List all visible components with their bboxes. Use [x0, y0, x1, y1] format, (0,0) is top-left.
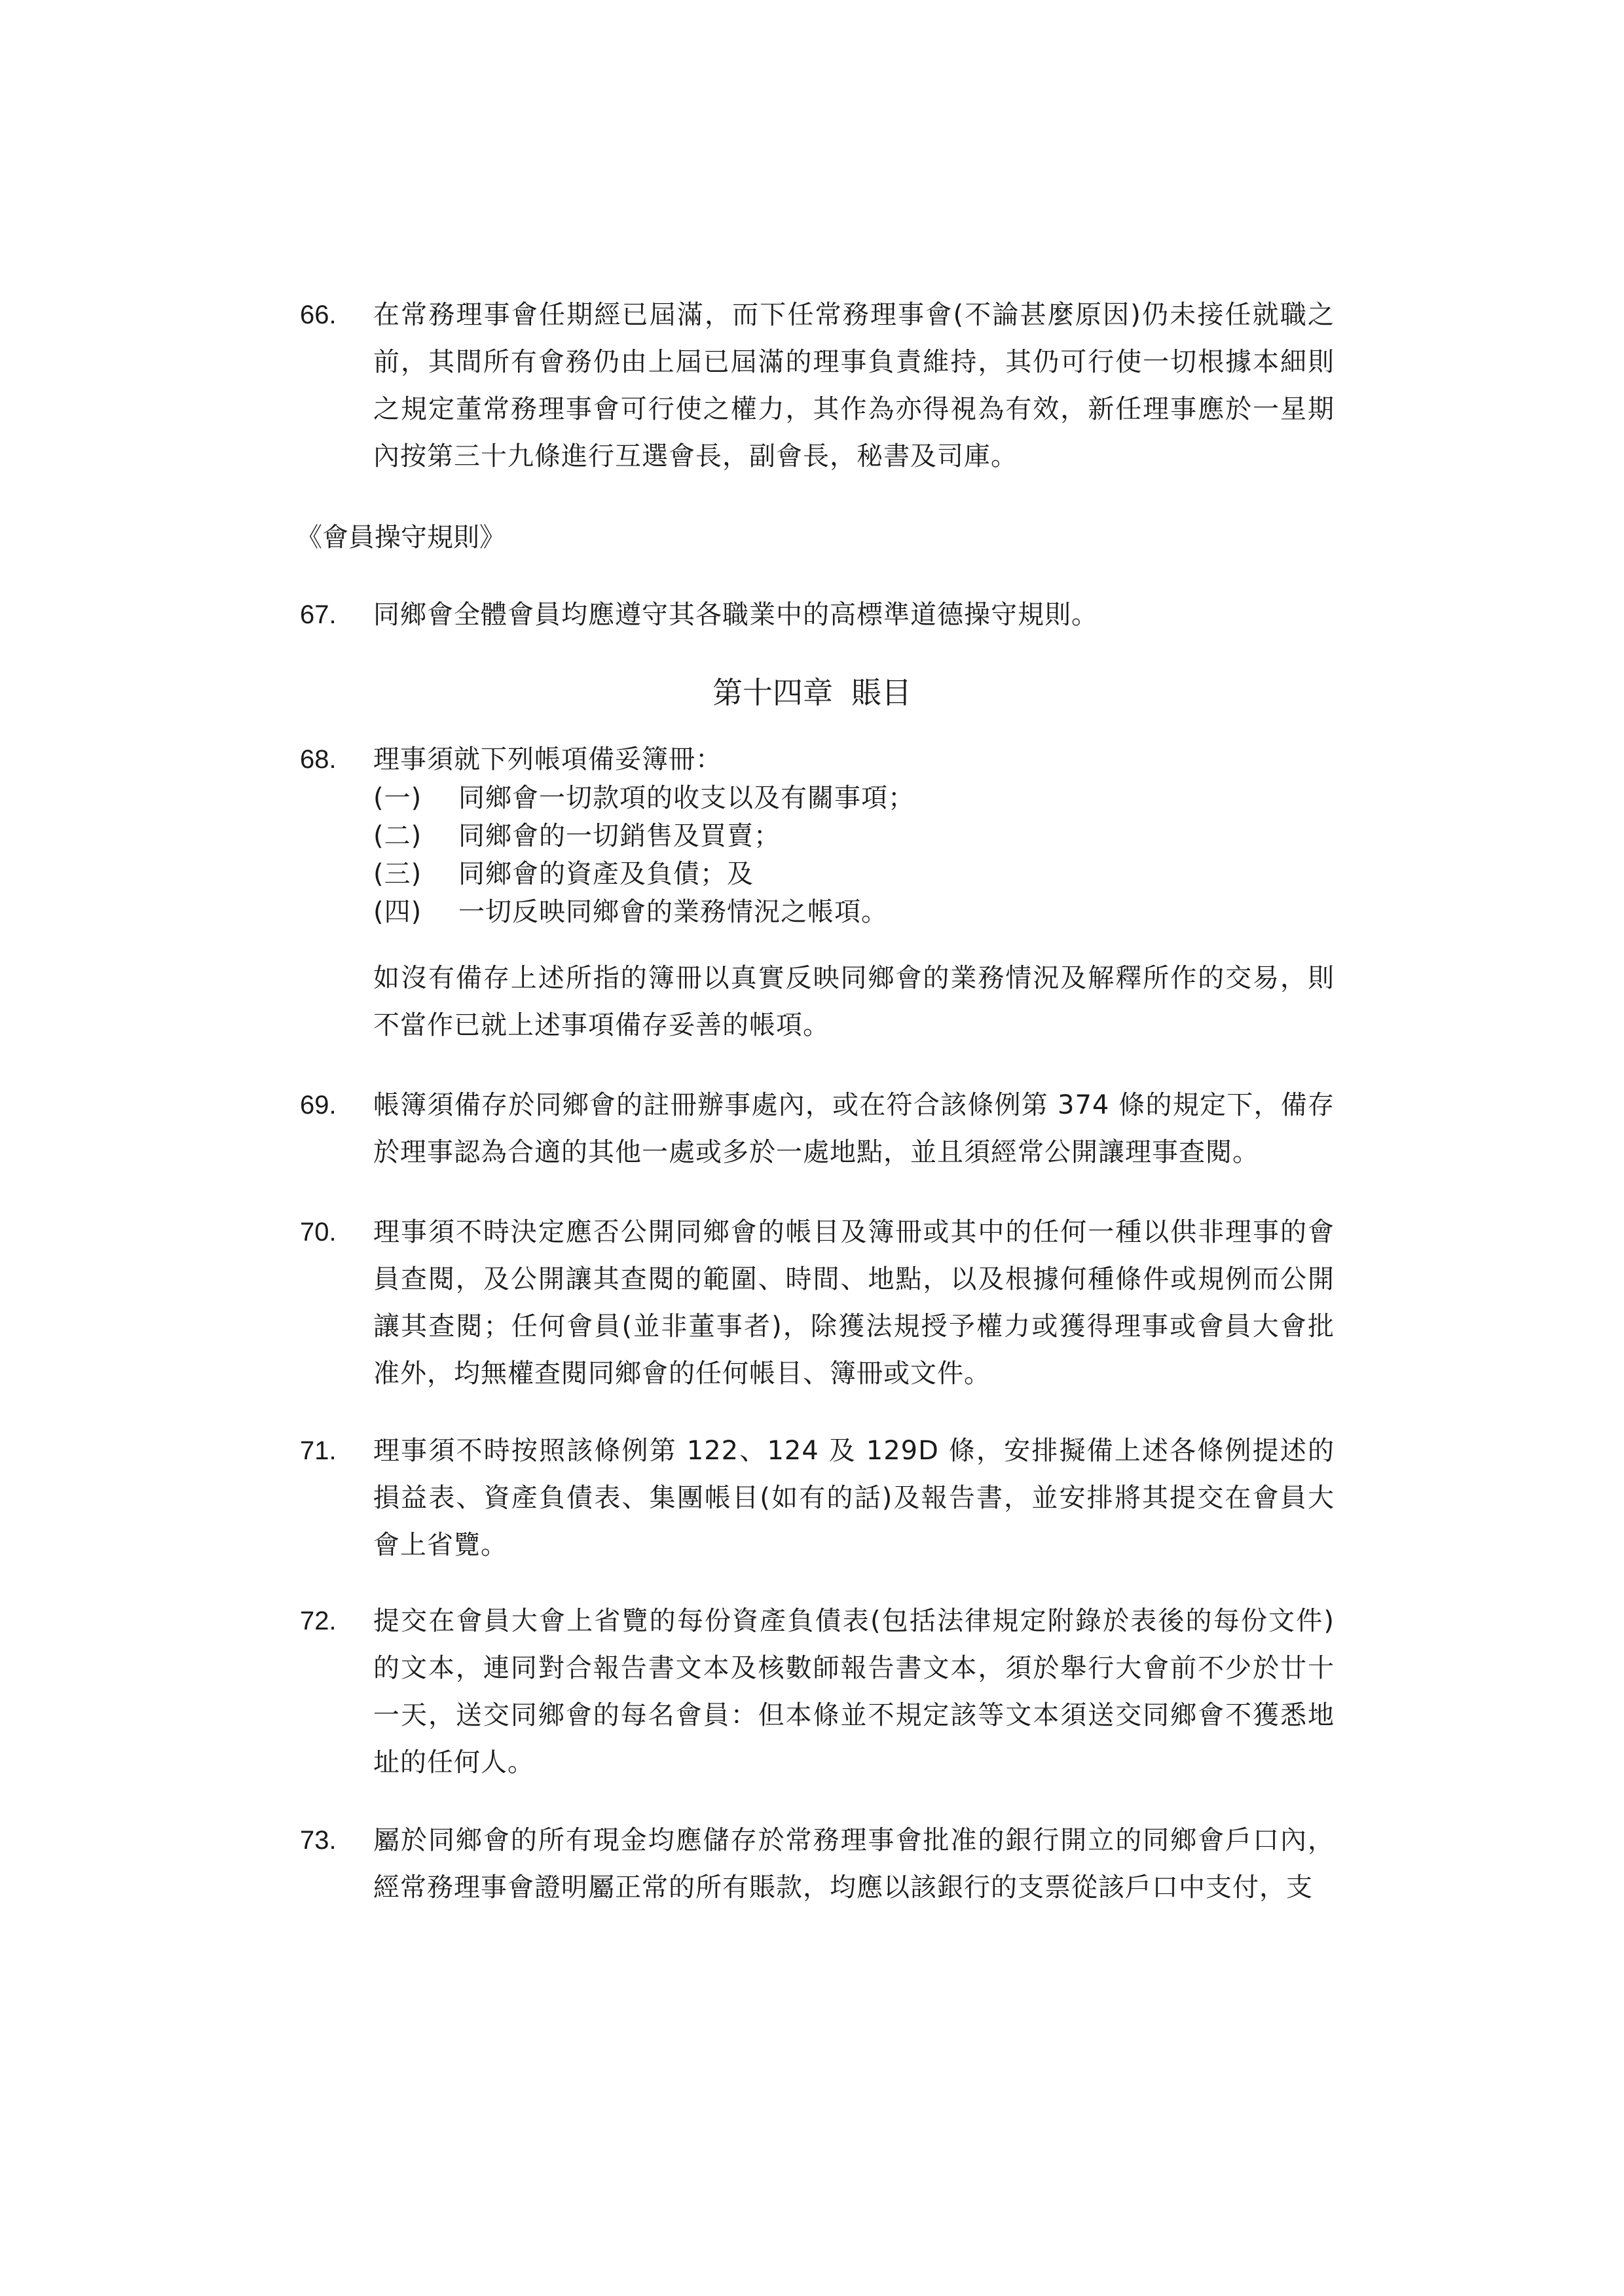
subitem-text: 一切反映同鄉會的業務情況之帳項。 — [458, 897, 888, 927]
subitem-list — [373, 779, 1335, 931]
subitem-label: (三) — [373, 859, 422, 889]
clause-text: 理事須不時決定應否公開同鄉會的帳目及簿冊或其中的任何一種以供非理事的會員查閱，及公開讓其查閱的範圍、時間、地點，以及根據何種條件或規例而公開讓其查閱；任何會員(並非董事者)，除獲法規授予權力或獲得理事或會員大會批准外，均無權查閱同鄉會的任何帳目、簿冊或文件。 — [373, 1217, 1335, 1389]
subitem — [373, 779, 1335, 817]
clause-number: 72. — [300, 1607, 337, 1635]
clause-number: 71. — [300, 1436, 337, 1465]
clause-67 — [300, 591, 1335, 638]
clause-text: 同鄉會全體會員均應遵守其各職業中的高標準道德操守規則。 — [373, 600, 1098, 630]
subitem-text: 同鄉會的資產及負債；及 — [458, 859, 754, 889]
clause-number: 66. — [300, 301, 337, 329]
clause-text: 在常務理事會任期經已屆滿，而下任常務理事會(不論甚麼原因)仍未接任就職之前，其間所有會務仍由上屆已屆滿的理事負責維持，其仍可行使一切根據本細則之規定董常務理事會可行使之權力，其作為亦得視為有效，新任理事應於一星期內按第三十九條進行互選會長，副會長，秘書及司庫。 — [373, 300, 1335, 471]
clause-69 — [300, 1082, 1335, 1176]
clause-text: 帳簿須備存於同鄉會的註冊辦事處內，或在符合該條例第 374 條的規定下，備存於理事認為合適的其他一處或多於一處地點，並且須經常公開讓理事查閱。 — [373, 1090, 1335, 1167]
chapter-number: 第十四章 — [712, 675, 833, 710]
clause-note: 如沒有備存上述所指的簿冊以真實反映同鄉會的業務情況及解釋所作的交易，則不當作已就上述事項備存妥善的帳項。 — [373, 963, 1335, 1040]
clause-70 — [300, 1209, 1335, 1397]
clause-intro: 理事須就下列帳項備妥簿冊： — [373, 744, 722, 774]
clause-text: 理事須不時按照該條例第 122、124 及 129D 條，安排擬備上述各條例提述的損益表、資產負債表、集團帳目(如有的話)及報告書，並安排將其提交在會員大會上省覽。 — [373, 1436, 1335, 1560]
clause-number: 73. — [300, 1826, 337, 1855]
subitem-label: (一) — [373, 783, 422, 813]
clause-73 — [300, 1817, 1335, 1911]
clause-72 — [300, 1597, 1335, 1786]
chapter-heading — [0, 669, 1624, 716]
clause-66 — [300, 291, 1335, 480]
clause-number: 68. — [300, 745, 337, 774]
clause-71 — [300, 1427, 1335, 1569]
subitem — [373, 855, 1335, 893]
subitem-label: (四) — [373, 897, 422, 927]
clause-number: 69. — [300, 1091, 337, 1120]
subitem — [373, 817, 1335, 855]
subitem — [373, 893, 1335, 931]
clause-number: 67. — [300, 600, 337, 629]
section-note: 《會員操守規則》 — [296, 522, 506, 553]
clause-68 — [300, 740, 1335, 1049]
subitem-text: 同鄉會的一切銷售及買賣； — [458, 821, 781, 851]
clause-text: 屬於同鄉會的所有現金均應儲存於常務理事會批准的銀行開立的同鄉會戶口內，經常務理事會證明屬正常的所有賬款，均應以該銀行的支票從該戶口中支付，支 — [373, 1825, 1335, 1903]
chapter-title: 賬目 — [851, 675, 912, 710]
subitem-text: 同鄉會一切款項的收支以及有關事項； — [458, 783, 915, 813]
subitem-label: (二) — [373, 821, 422, 851]
clause-text: 提交在會員大會上省覽的每份資產負債表(包括法律規定附錄於表後的每份文件)的文本，連同對合報告書文本及核數師報告書文本，須於舉行大會前不少於廿十一天，送交同鄉會的每名會員：但本條並不規定該等文本須送交同鄉會不獲悉地址的任何人。 — [373, 1606, 1335, 1777]
clause-number: 70. — [300, 1218, 337, 1247]
